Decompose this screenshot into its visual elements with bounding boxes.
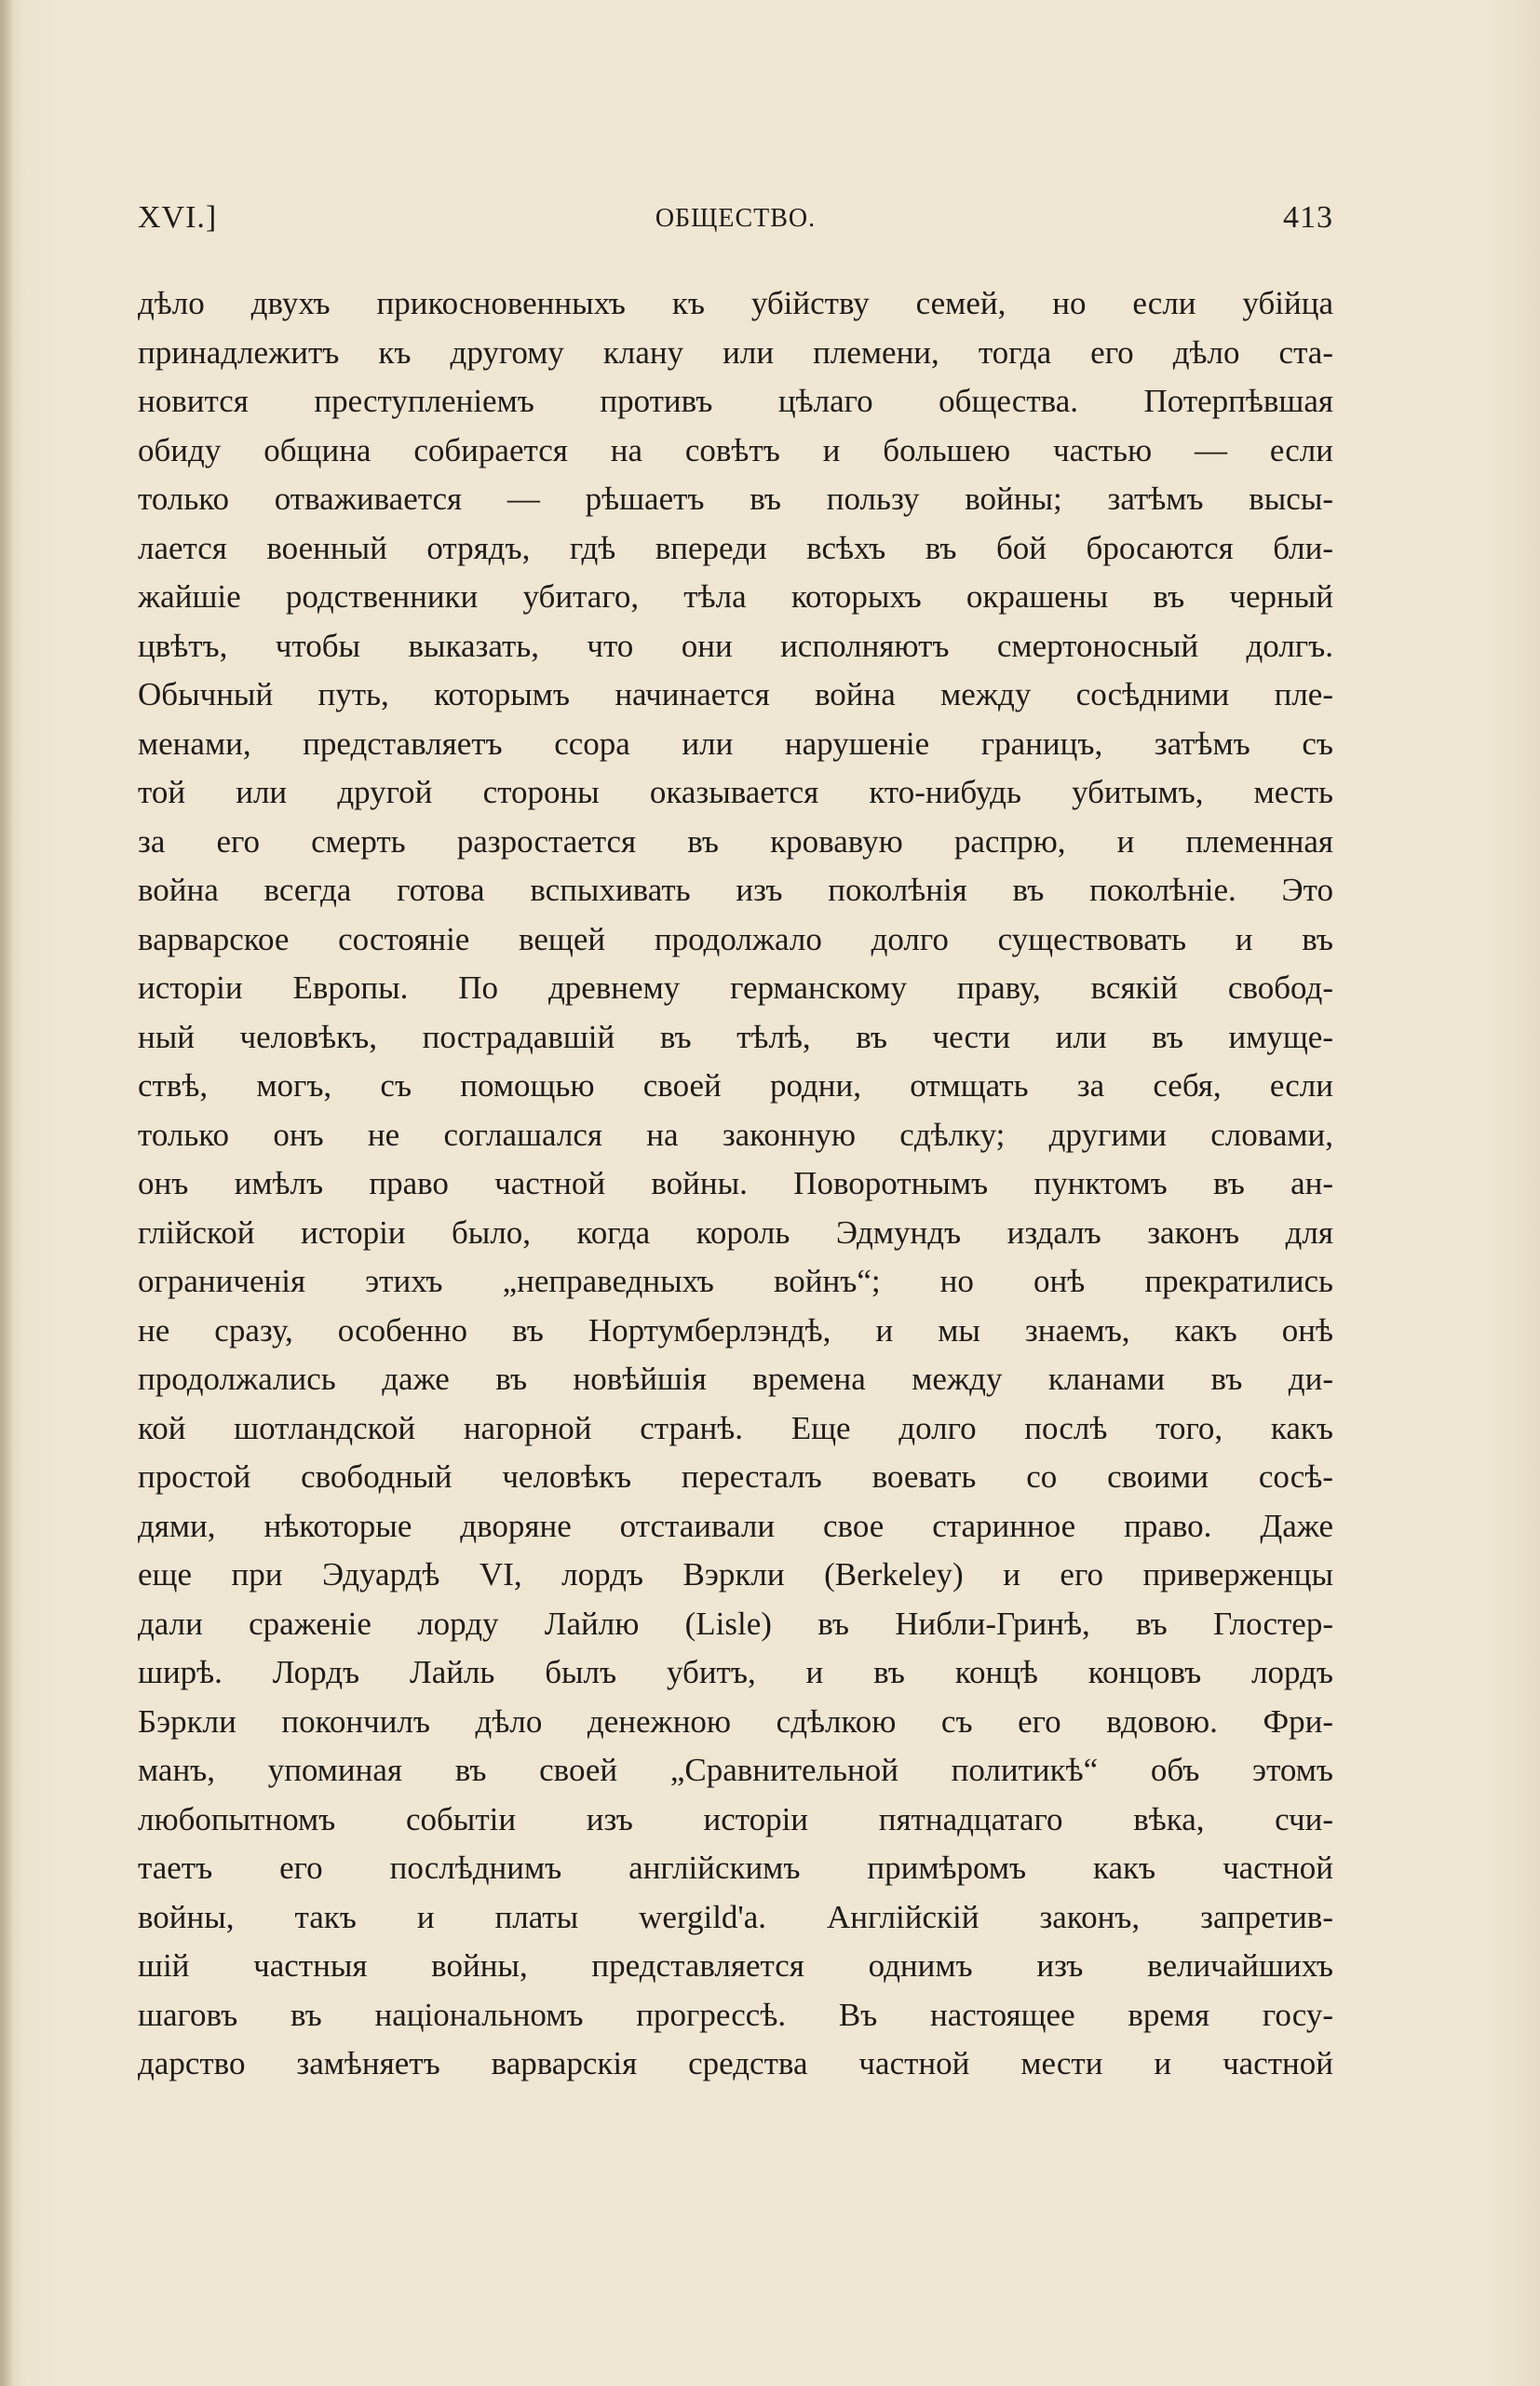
text-line: цвѣтъ, чтобы выказать, что они исполняютъ смертоносный долгъ. <box>138 627 1333 664</box>
text-line: онъ имѣлъ право частной войны. Поворотнымъ пунктомъ въ ан- <box>138 1165 1333 1201</box>
text-line: войны, такъ и платы wergild'а. Англійскій законъ, запретив- <box>138 1898 1333 1935</box>
text-line: ный человѣкъ, пострадавшій въ тѣлѣ, въ чести или въ имуще- <box>138 1018 1333 1055</box>
body-text <box>138 279 1333 2089</box>
text-line: простой свободный человѣкъ пересталъ воевать со своими сосѣ- <box>138 1458 1333 1495</box>
text-line: той или другой стороны оказывается кто-нибудь убитымъ, месть <box>138 774 1333 810</box>
text-line: шаговъ въ національномъ прогрессѣ. Въ настоящее время госу- <box>138 1996 1333 2033</box>
text-line: шій частныя войны, представляется однимъ изъ величайшихъ <box>138 1947 1333 1984</box>
page-edge-shadow <box>0 0 13 2386</box>
text-line: ствѣ, могъ, съ помощью своей родни, отмщать за себя, если <box>138 1067 1333 1104</box>
text-line: жайшіе родственники убитаго, тѣла которыхъ окрашены въ черный <box>138 578 1333 615</box>
text-line: дали сраженіе лорду Лайлю (Lisle) въ Нибли-Гринѣ, въ Глостер- <box>138 1605 1333 1642</box>
running-header <box>138 200 1333 247</box>
text-line: дарство замѣняетъ варварскія средства частной мести и частной <box>138 2045 1333 2081</box>
text-line: обиду община собирается на совѣтъ и большею частью — если <box>138 431 1333 468</box>
text-line: война всегда готова вспыхивать изъ поколѣнія въ поколѣніе. Это <box>138 872 1333 908</box>
text-line: лается военный отрядъ, гдѣ впереди всѣхъ въ бой бросаются бли- <box>138 529 1333 566</box>
text-line: только отваживается — рѣшаетъ въ пользу войны; затѣмъ высы- <box>138 481 1333 517</box>
text-line: еще при Эдуардѣ VI, лордъ Вэркли (Berkeley) и его приверженцы <box>138 1556 1333 1593</box>
text-line: исторіи Европы. По древнему германскому праву, всякій свобод- <box>138 969 1333 1006</box>
text-line: кой шотландской нагорной странѣ. Еще долго послѣ того, какъ <box>138 1409 1333 1446</box>
text-line: глійской исторіи было, когда король Эдмундъ издалъ законъ для <box>138 1213 1333 1251</box>
page-number: 413 <box>1283 200 1333 235</box>
text-line: дѣло двухъ прикосновенныхъ къ убійству семей, но если убійца <box>138 285 1333 321</box>
text-line: за его смерть разростается въ кровавую распрю, и племенная <box>138 822 1333 860</box>
text-line: ширѣ. Лордъ Лайль былъ убитъ, и въ концѣ концовъ лордъ <box>138 1654 1333 1690</box>
running-title: ОБЩЕСТВО. <box>655 204 817 233</box>
chapter-number: XVI.] <box>138 200 218 235</box>
text-line: дями, нѣкоторые дворяне отстаивали свое старинное право. Даже <box>138 1507 1333 1544</box>
text-line: не сразу, особенно въ Нортумберлэндѣ, и мы знаемъ, какъ онѣ <box>138 1311 1333 1349</box>
text-line: Бэркли покончилъ дѣло денежною сдѣлкою съ его вдовою. Фри- <box>138 1702 1333 1740</box>
text-line: только онъ не соглашался на законную сдѣлку; другими словами, <box>138 1116 1333 1153</box>
text-line: таетъ его послѣднимъ англійскимъ примѣромъ какъ частной <box>138 1850 1333 1886</box>
text-line: принадлежитъ къ другому клану или племени, тогда его дѣло ста- <box>138 333 1333 371</box>
text-line: ограниченія этихъ „неправедныхъ войнъ“; но онѣ прекратились <box>138 1263 1333 1299</box>
text-line: менами, представляетъ ссора или нарушеніе границъ, затѣмъ съ <box>138 725 1333 762</box>
text-line: продолжались даже въ новѣйшія времена между кланами въ ди- <box>138 1361 1333 1397</box>
text-line: новится преступленіемъ противъ цѣлаго общества. Потерпѣвшая <box>138 383 1333 419</box>
text-line: манъ, упоминая въ своей „Сравнительной политикѣ“ объ этомъ <box>138 1752 1333 1788</box>
text-line: Обычный путь, которымъ начинается война между сосѣдними пле- <box>138 676 1333 712</box>
text-line: варварское состояніе вещей продолжало долго существовать и въ <box>138 920 1333 957</box>
text-line: любопытномъ событіи изъ исторіи пятнадцатаго вѣка, счи- <box>138 1800 1333 1837</box>
